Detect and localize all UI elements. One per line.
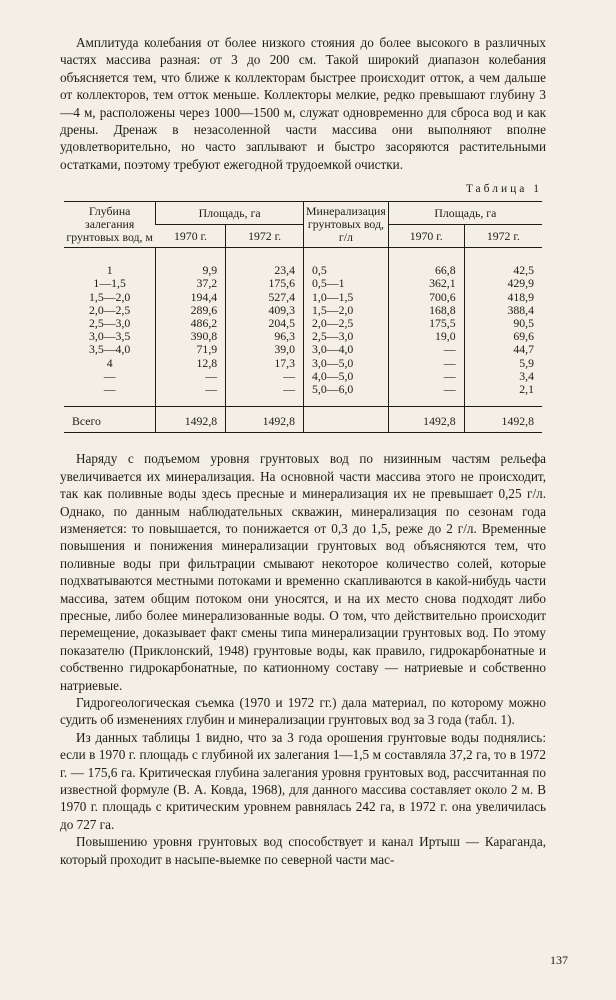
table-row [64, 330, 542, 343]
table-cell: 5,9 [464, 357, 542, 370]
depth-cell: 2,5—3,0 [89, 316, 131, 330]
table-cell: 418,9 [464, 291, 542, 304]
header-area-right: Площадь, га [388, 202, 542, 225]
table-cell: 362,1 [388, 277, 464, 290]
depth-cell: 3,5—4,0 [89, 342, 131, 357]
table-cell: — [226, 383, 304, 407]
table-cell: 3,0—5,0 [304, 357, 389, 370]
table-row [64, 370, 542, 383]
table-cell: 390,8 [156, 330, 226, 343]
table-cell: — [388, 383, 464, 407]
header-year-1970-right: 1970 г. [388, 225, 464, 248]
table-row [64, 304, 542, 317]
table-cell: 71,9 [156, 343, 226, 356]
table-cell: 175,5 [388, 317, 464, 330]
depth-cell: 3,0—3,5 [89, 329, 131, 344]
table-cell: 0,5—1 [304, 277, 389, 290]
depth-cell: 1,5—2,0 [89, 289, 131, 304]
table-row [64, 317, 542, 330]
table-cell: 23,4 [226, 248, 304, 278]
table-cell: — [388, 357, 464, 370]
table-cell: 2,1 [464, 383, 542, 407]
table-cell: — [226, 370, 304, 383]
table-cell: 19,0 [388, 330, 464, 343]
total-label: Всего [64, 407, 156, 433]
depth-cell: — [103, 381, 116, 396]
table-cell: 204,5 [226, 317, 304, 330]
paragraph-canal: Повышению уровня грунтовых вод способствует и канал Иртыш — Караганда, который проходит в насыпе-выемке по северной части мас- [60, 834, 546, 867]
total-cell: 1492,8 [156, 407, 226, 433]
depth-cell: 2,0—2,5 [89, 302, 131, 317]
table-cell: 4,0—5,0 [304, 370, 389, 383]
total-cell: 1492,8 [388, 407, 464, 433]
total-cell [304, 407, 389, 433]
page-number: 137 [550, 953, 568, 967]
table-cell: 194,4 [156, 291, 226, 304]
paragraph-table-analysis: Из данных таблицы 1 видно, что за 3 года орошения грунтовые воды поднялись: если в 1970 г. площадь с глубиной их залегания 1—1,5 м составляла 37,2 га, то в 1972 г. — 175,6 га. Критическая глубина залегания уровня грунтовых вод, рассчитанная по известной формуле (В. А. Ковда, 1968), для данного массива составляет около 2 м. В 1970 г. площадь с критическим уровнем равнялась 242 га, в 1972 г. она увеличилась до 727 га. [60, 729, 546, 832]
table-cell: 3,0—4,0 [304, 343, 389, 356]
paragraph-survey: Гидрогеологическая съемка (1970 и 1972 гг.) дала материал, по которому можно судить об изменениях глубин и минерализации грунтовых вод за 3 года (табл. 1). [60, 695, 546, 728]
table-cell: 409,3 [226, 304, 304, 317]
paragraph-mineralization: Наряду с подъемом уровня грунтовых вод по низинным частям рельефа увеличивается их минерализация. На основной части массива этого не происходит, так как поливные воды здесь пресные и минерализация их не превышает 0,25 г/л. Однако, по данным наблюдательных скважин, минерализация по сезонам года изменяется: то повышается, то понижается от 0,3 до 1,5, реже до 2 г/л. Временные повышения и понижения минерализации грунтовых вод объясняются тем, что поливные воды при фильтрации смывают некоторое количество солей, которые подхватываются местными потоками и временно скапливаются в какой-нибудь части массива, затем общим потоком они уносятся, и на их место снова подходят либо пресные, либо более минерализованные воды. О том, что действительно происходит перемещение, доказывает факт смены типа минерализации грунтовых вод. По этому показателю (Приклонский, 1948) грунтовые воды, как правило, гидрокарбонатные и собственно гидрокарбонатные, по катионному составу — натриевые и собственно натриевые. [60, 451, 546, 693]
table-cell: 486,2 [156, 317, 226, 330]
table-cell: 289,6 [156, 304, 226, 317]
table-cell: 12,8 [156, 357, 226, 370]
table-cell: 2,0—2,5 [304, 317, 389, 330]
table-row [64, 343, 542, 356]
table-cell: 1,5—2,0 [304, 304, 389, 317]
table-cell: 168,8 [388, 304, 464, 317]
table-cell: 429,9 [464, 277, 542, 290]
header-area-left: Площадь, га [156, 202, 304, 225]
table-cell: 3,4 [464, 370, 542, 383]
table-cell: — [388, 343, 464, 356]
table-cell: — [156, 370, 226, 383]
table-cell: 1,0—1,5 [304, 291, 389, 304]
table-cell: 527,4 [226, 291, 304, 304]
total-cell: 1492,8 [464, 407, 542, 433]
table-cell: 388,4 [464, 304, 542, 317]
table-cell: 66,8 [388, 248, 464, 278]
table-row [64, 248, 542, 278]
depth-cell: 1 [106, 263, 113, 278]
page-body [60, 34, 546, 868]
table-cell: 39,0 [226, 343, 304, 356]
depth-cell: — [103, 368, 116, 383]
table-cell: 700,6 [388, 291, 464, 304]
table-row [64, 357, 542, 370]
table-cell: 5,0—6,0 [304, 383, 389, 407]
table-cell: 42,5 [464, 248, 542, 278]
table-row [64, 383, 542, 407]
header-year-1970-left: 1970 г. [156, 225, 226, 248]
table-cell: 69,6 [464, 330, 542, 343]
table-cell: 9,9 [156, 248, 226, 278]
table-cell: — [388, 370, 464, 383]
table-cell: 96,3 [226, 330, 304, 343]
groundwater-table [64, 201, 542, 433]
table-cell: 37,2 [156, 277, 226, 290]
table-caption: Таблица 1 [465, 183, 542, 196]
table-cell: 44,7 [464, 343, 542, 356]
table-total-row [64, 407, 542, 433]
table-cell: — [156, 383, 226, 407]
paragraph-amplitude: Амплитуда колебания от более низкого стояния до более высокого в различных частях массива разная: от 3 до 200 см. Такой широкий диапазон колебания объясняется тем, что ближе к коллекторам быстрее происходит отток, а чем дальше от коллекторов, тем отток меньше. Коллекторы мелкие, редко превышают глубину 3—4 м, расположены через 1000—1500 м, служат одновременно для сброса вод и как дрены. Дренаж в незасоленной части массива они выполняют вполне удовлетворительно, но часто заплывают и быстро засоряются растительными остатками, поэтому требуют ежегодной трудоемкой очистки. [60, 35, 546, 172]
table-cell: 90,5 [464, 317, 542, 330]
header-year-1972-right: 1972 г. [464, 225, 542, 248]
header-year-1972-left: 1972 г. [226, 225, 304, 248]
table-cell: 175,6 [226, 277, 304, 290]
table-row [64, 291, 542, 304]
table-cell: 0,5 [304, 248, 389, 278]
header-mineralization: Минерализация грунтовых вод, г/л [304, 202, 389, 248]
depth-cell: 4 [106, 355, 113, 370]
table-cell: 17,3 [226, 357, 304, 370]
depth-cell: 1—1,5 [93, 276, 126, 291]
table-row [64, 277, 542, 290]
total-cell: 1492,8 [226, 407, 304, 433]
table-body [64, 248, 542, 407]
table-cell: 2,5—3,0 [304, 330, 389, 343]
header-depth: Глубина залегания грунтовых вод, м [64, 202, 156, 248]
